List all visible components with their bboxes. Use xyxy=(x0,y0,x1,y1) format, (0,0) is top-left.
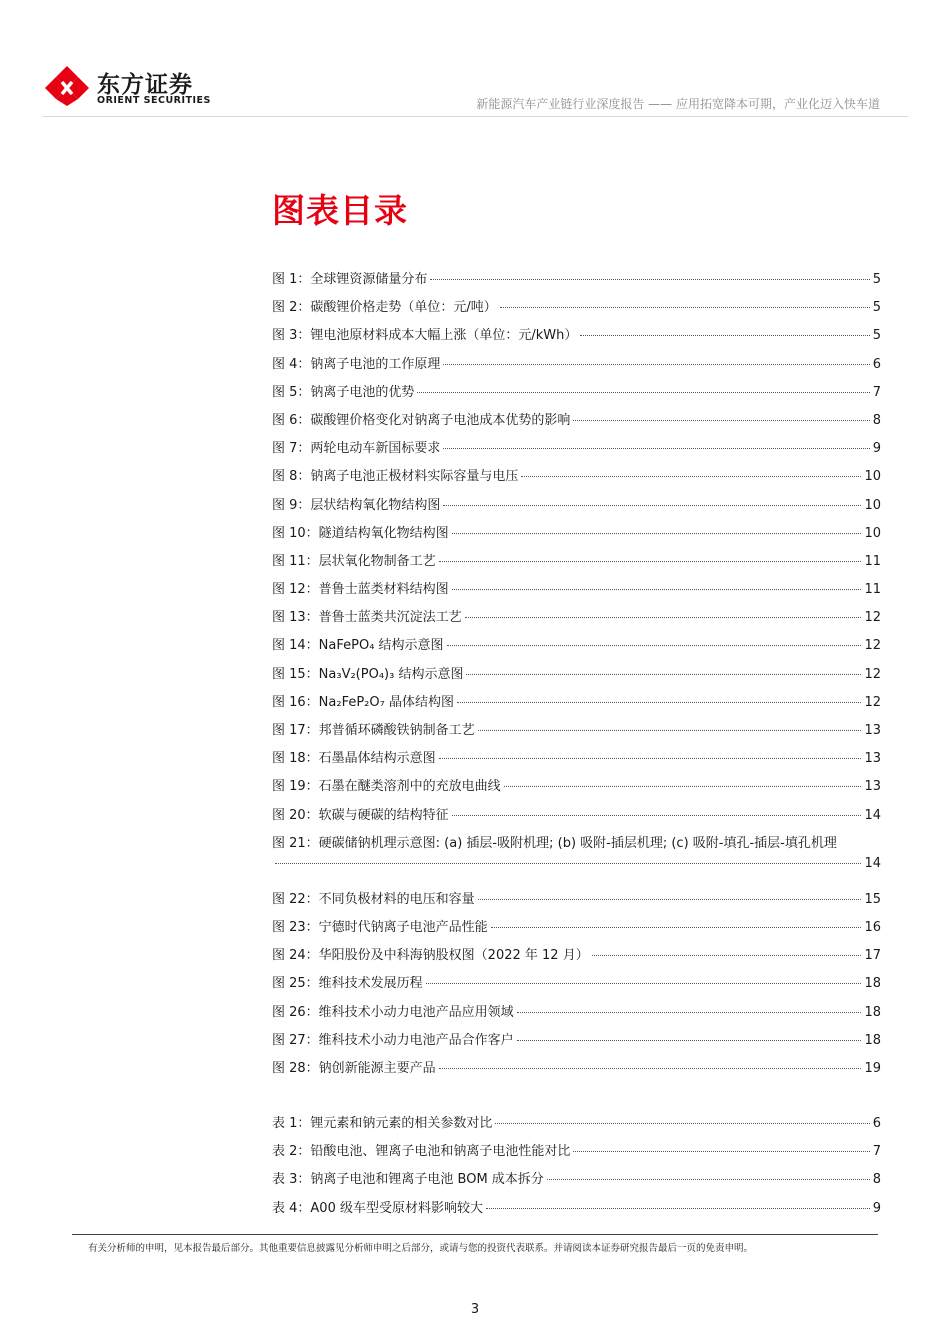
toc-entry-page: 11 xyxy=(864,582,881,598)
toc-leader-dots xyxy=(592,955,862,956)
toc-entry-label: 表 4：A00 级车型受原材料影响较大 xyxy=(272,1200,483,1216)
toc-leader-dots xyxy=(491,927,862,928)
toc-leader-dots xyxy=(452,533,862,534)
toc-leader-dots xyxy=(517,1012,862,1013)
toc-entry-figure-9[interactable] xyxy=(272,494,881,522)
toc-leader-dots xyxy=(439,758,862,759)
toc-entry-table-3[interactable] xyxy=(272,1168,881,1196)
toc-entry-label: 图 21：硬碳储钠机理示意图: (a) 插层-吸附机理; (b) 吸附-插层机理; (c) 吸附-填孔-插层-填孔机理 xyxy=(272,835,837,851)
toc-leader-dots xyxy=(443,448,869,449)
toc-entry-figure-b-3[interactable] xyxy=(272,944,881,972)
toc-entry-label: 图 17：邦普循环磷酸铁钠制备工艺 xyxy=(272,723,475,738)
toc-entry-page: 11 xyxy=(864,553,881,569)
toc-entry-label: 图 5：钠离子电池的优势 xyxy=(272,384,415,400)
toc-leader-dots xyxy=(486,1208,870,1209)
toc-entry-figure-b-5[interactable] xyxy=(272,1001,881,1029)
toc-entry-figure-b-6[interactable] xyxy=(272,1029,881,1057)
disclaimer-text: 有关分析师的申明，见本报告最后部分。其他重要信息披露见分析师申明之后部分，或请与您的投资代表联系。并请阅读本证券研究报告最后一页的免责申明。 xyxy=(88,1243,754,1254)
toc-entry-figure-7[interactable] xyxy=(272,437,881,465)
toc-entry-page: 12 xyxy=(864,666,881,682)
toc-entry-page: 13 xyxy=(864,723,881,738)
toc-leader-dots xyxy=(439,1068,862,1069)
toc-leader-dots xyxy=(452,815,862,816)
toc-entry-page: 6 xyxy=(872,356,881,372)
toc-entry-figure-b-4[interactable] xyxy=(272,972,881,1000)
toc-entry-label: 图 8：钠离子电池正极材料实际容量与电压 xyxy=(272,469,519,485)
toc-entry-page: 14 xyxy=(864,855,881,871)
toc-entry-label: 图 11：层状氧化物制备工艺 xyxy=(272,553,436,569)
toc-entry-label: 图 19：石墨在醚类溶剂中的充放电曲线 xyxy=(272,779,501,795)
toc-entry-page: 7 xyxy=(872,1144,881,1160)
toc-entry-page: 5 xyxy=(872,272,881,287)
toc-entry-page: 12 xyxy=(864,638,881,654)
toc-entry-page: 18 xyxy=(864,976,881,992)
toc-leader-dots xyxy=(457,702,861,703)
toc-entry-label: 图 25：维科技术发展历程 xyxy=(272,976,423,992)
toc-entry-figure-20[interactable] xyxy=(272,804,881,832)
toc-entry-figure-12[interactable] xyxy=(272,578,881,606)
toc-entry-page: 10 xyxy=(864,525,881,541)
toc-entry-figure-18[interactable] xyxy=(272,747,881,775)
toc-entry-label: 表 3：钠离子电池和锂离子电池 BOM 成本拆分 xyxy=(272,1172,544,1188)
toc-list xyxy=(272,268,881,1225)
toc-entry-label: 图 15：Na₃V₂(PO₄)₃ 结构示意图 xyxy=(272,666,464,682)
toc-leader-dots xyxy=(547,1179,870,1180)
toc-entry-page: 13 xyxy=(864,779,881,795)
toc-entry-figure-2[interactable] xyxy=(272,296,881,324)
toc-entry-label: 图 3：锂电池原材料成本大幅上涨（单位：元/kWh） xyxy=(272,328,578,344)
toc-entry-label: 表 2：铅酸电池、锂离子电池和钠离子电池性能对比 xyxy=(272,1144,571,1160)
toc-entry-page: 19 xyxy=(864,1060,881,1076)
toc-entry-page: 7 xyxy=(872,384,881,400)
toc-leader-dots xyxy=(439,561,862,562)
toc-leader-dots xyxy=(466,674,861,675)
footer-divider xyxy=(72,1234,878,1235)
toc-entry-figure-21-label[interactable] xyxy=(272,832,881,856)
toc-entry-page: 9 xyxy=(872,1200,881,1216)
toc-leader-dots xyxy=(417,392,869,393)
toc-entry-label: 图 1：全球锂资源储量分布 xyxy=(272,272,428,287)
toc-entry-figure-19[interactable] xyxy=(272,775,881,803)
toc-entry-figure-3[interactable] xyxy=(272,324,881,352)
toc-entry-figure-15[interactable] xyxy=(272,663,881,691)
toc-entry-label: 图 26：维科技术小动力电池产品应用领域 xyxy=(272,1004,514,1020)
toc-entry-page: 8 xyxy=(872,1172,881,1188)
toc-entry-label: 图 9：层状结构氧化物结构图 xyxy=(272,497,441,513)
page-number: 3 xyxy=(470,1302,480,1317)
toc-entry-page: 10 xyxy=(864,469,881,485)
toc-entry-label: 图 18：石墨晶体结构示意图 xyxy=(272,751,436,767)
toc-leader-dots xyxy=(478,730,862,731)
toc-entry-page: 8 xyxy=(872,412,881,428)
toc-entry-label: 表 1：锂元素和钠元素的相关参数对比 xyxy=(272,1116,493,1132)
toc-entry-table-1[interactable] xyxy=(272,1112,881,1140)
toc-entry-label: 图 16：Na₂FeP₂O₇ 晶体结构图 xyxy=(272,694,454,710)
toc-entry-figure-13[interactable] xyxy=(272,606,881,634)
toc-entry-page: 15 xyxy=(864,891,881,907)
toc-entry-label: 图 13：普鲁士蓝类共沉淀法工艺 xyxy=(272,610,462,626)
toc-entry-label: 图 7：两轮电动车新国标要求 xyxy=(272,441,441,457)
toc-entry-page: 5 xyxy=(872,300,881,316)
toc-entry-page: 16 xyxy=(864,919,881,935)
header-divider xyxy=(42,116,908,117)
toc-entry-page: 18 xyxy=(864,1032,881,1048)
toc-leader-dots xyxy=(465,617,862,618)
toc-entry-label: 图 12：普鲁士蓝类材料结构图 xyxy=(272,582,449,598)
toc-entry-table-4[interactable] xyxy=(272,1197,881,1225)
toc-entry-page: 9 xyxy=(872,441,881,457)
toc-entry-figure-b-1[interactable] xyxy=(272,888,881,916)
toc-leader-dots xyxy=(452,589,862,590)
toc-leader-dots xyxy=(430,279,869,280)
toc-entry-figure-b-2[interactable] xyxy=(272,916,881,944)
toc-entry-figure-5[interactable] xyxy=(272,381,881,409)
toc-entry-figure-14[interactable] xyxy=(272,634,881,662)
logo-text-en: ORIENT SECURITIES xyxy=(97,95,211,106)
toc-leader-dots xyxy=(500,307,870,308)
toc-entry-page: 12 xyxy=(864,610,881,626)
toc-entry-page: 14 xyxy=(864,807,881,823)
logo-text-cn: 东方证券 xyxy=(97,72,193,98)
toc-entry-figure-10[interactable] xyxy=(272,522,881,550)
toc-leader-dots xyxy=(478,899,862,900)
toc-entry-label: 图 23：宁德时代钠离子电池产品性能 xyxy=(272,919,488,935)
report-title: 新能源汽车产业链行业深度报告 —— 应用拓宽降本可期，产业化迈入快车道 xyxy=(476,97,880,111)
toc-entry-figure-11[interactable] xyxy=(272,550,881,578)
toc-leader-dots xyxy=(275,863,861,864)
orient-securities-logo-icon xyxy=(44,64,90,108)
toc-entry-page: 10 xyxy=(864,497,881,513)
toc-leader-dots xyxy=(495,1123,869,1124)
toc-entry-label: 图 20：软碳与硬碳的结构特征 xyxy=(272,807,449,823)
toc-entry-figure-4[interactable] xyxy=(272,353,881,381)
toc-leader-dots xyxy=(426,983,862,984)
toc-entry-label: 图 27：维科技术小动力电池产品合作客户 xyxy=(272,1032,514,1048)
toc-entry-figure-b-7[interactable] xyxy=(272,1057,881,1085)
toc-entry-figure-8[interactable] xyxy=(272,465,881,493)
toc-entry-label: 图 22：不同负极材料的电压和容量 xyxy=(272,891,475,907)
toc-entry-label: 图 24：华阳股份及中科海钠股权图（2022 年 12 月） xyxy=(272,948,589,964)
toc-title: 图表目录 xyxy=(272,191,408,230)
toc-section-gap xyxy=(272,1085,881,1112)
toc-entry-page: 18 xyxy=(864,1004,881,1020)
toc-entry-figure-21-page[interactable] xyxy=(272,856,881,888)
toc-leader-dots xyxy=(443,364,869,365)
toc-entry-figure-17[interactable] xyxy=(272,719,881,747)
toc-entry-label: 图 14：NaFePO₄ 结构示意图 xyxy=(272,638,444,654)
toc-leader-dots xyxy=(443,505,861,506)
toc-entry-label: 图 6：碳酸锂价格变化对钠离子电池成本优势的影响 xyxy=(272,412,571,428)
toc-entry-page: 13 xyxy=(864,751,881,767)
page-header xyxy=(0,0,950,120)
toc-entry-figure-1[interactable] xyxy=(272,268,881,296)
toc-entry-page: 17 xyxy=(864,948,881,964)
toc-entry-page: 5 xyxy=(872,328,881,344)
toc-entry-page: 6 xyxy=(872,1116,881,1132)
toc-entry-label: 图 4：钠离子电池的工作原理 xyxy=(272,356,441,372)
toc-leader-dots xyxy=(517,1040,862,1041)
toc-entry-label: 图 28：钠创新能源主要产品 xyxy=(272,1060,436,1076)
toc-leader-dots xyxy=(521,476,861,477)
toc-leader-dots xyxy=(580,335,869,336)
toc-entry-label: 图 10：隧道结构氧化物结构图 xyxy=(272,525,449,541)
toc-leader-dots xyxy=(447,645,862,646)
toc-entry-figure-6[interactable] xyxy=(272,409,881,437)
toc-entry-table-2[interactable] xyxy=(272,1140,881,1168)
toc-entry-figure-16[interactable] xyxy=(272,691,881,719)
toc-leader-dots xyxy=(573,1151,869,1152)
toc-leader-dots xyxy=(504,786,862,787)
toc-entry-label: 图 2：碳酸锂价格走势（单位：元/吨） xyxy=(272,300,497,316)
toc-leader-dots xyxy=(573,420,869,421)
toc-entry-page: 12 xyxy=(864,694,881,710)
